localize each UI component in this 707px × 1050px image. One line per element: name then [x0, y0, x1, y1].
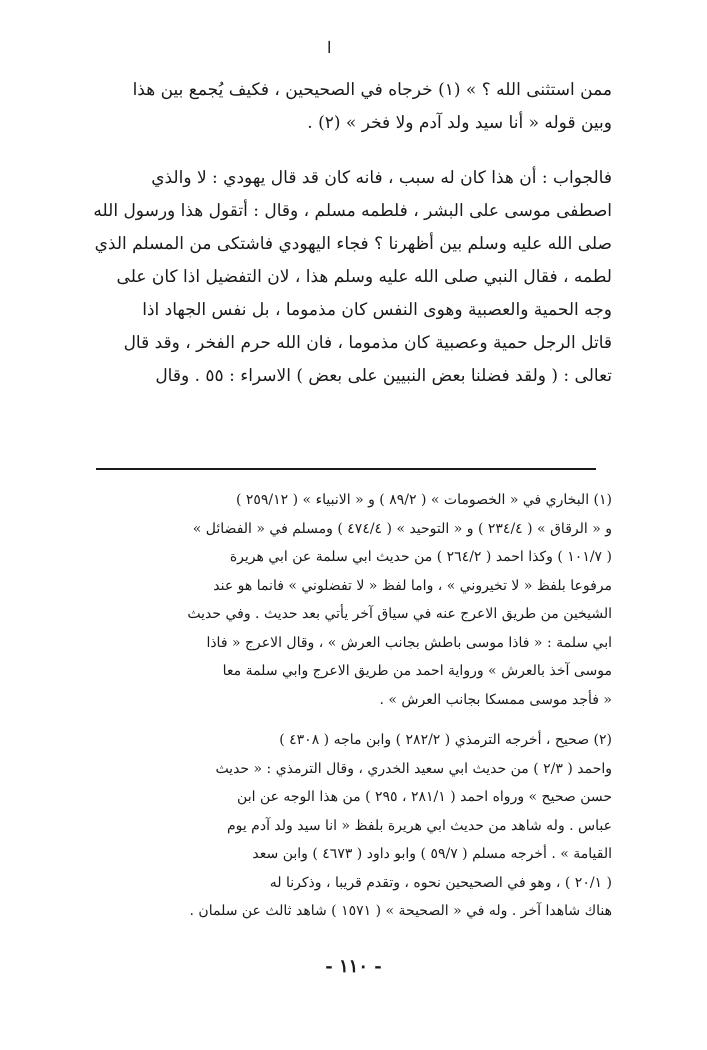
footnote-line: هناك شاهدا آخر . وله في « الصحيحة » ( ١٥٧١ ) شاهد ثالث عن سلمان . — [189, 903, 612, 919]
footnote-line: (١) البخاري في « الخصومات » ( ٨٩/٢ ) و « الانبياء » ( ٢٥٩/١٢ ) — [235, 492, 612, 508]
footnote-line: ( ١٠١/٧ ) وكذا احمد ( ٢٦٤/٢ ) من حديث ابي سلمة عن ابي هريرة — [229, 549, 612, 565]
footnotes — [92, 486, 612, 926]
body-line: لطمه ، فقال النبي صلى الله عليه وسلم هذا ، لان التفضيل اذا كان على — [116, 267, 612, 287]
footnote-line: و « الرقاق » ( ٢٣٤/٤ ) و « التوحيد » ( ٤٧٤/٤ ) ومسلم في « الفضائل » — [192, 520, 612, 537]
page-number: - ١١٠ - — [325, 956, 382, 977]
footnote-line: القيامة » . أخرجه مسلم ( ٥٩/٧ ) وابو داود ( ٤٦٧٣ ) وابن سعد — [252, 846, 612, 862]
footnote-gap — [92, 714, 612, 726]
footnote-line: واحمد ( ٢/٣ ) من حديث ابي سعيد الخدري ، وقال الترمذي : « حديث — [215, 760, 612, 777]
body-line: وجه الحمية والعصبية وهوى النفس كان مذموما ، بل نفس الجهاد اذا — [142, 300, 612, 320]
footnote-line: « فأجد موسى ممسكا بجانب العرش » . — [379, 691, 612, 708]
footnote-line: (٢) صحيح ، أخرجه الترمذي ( ٢٨٢/٢ ) وابن ماجه ( ٤٣٠٨ ) — [279, 732, 612, 748]
body-line: قاتل الرجل حمية وعصبية كان مذموما ، فان الله حرم الفخر ، وقد قال — [123, 333, 612, 353]
top-mark: ا — [327, 38, 332, 57]
footnote-line: ( ٢٠/١ ) ، وهو في الصحيحين نحوه ، وتقدم قريبا ، وذكرنا له — [269, 874, 612, 891]
body-text — [92, 74, 612, 393]
body-line: صلى الله عليه وسلم بين أظهرنا ؟ فجاء اليهودي فاشتكى من المسلم الذي — [94, 234, 612, 254]
paragraph-gap — [92, 140, 612, 162]
body-line: ممن استثنى الله ؟ » (١) خرجاه في الصحيحين ، فكيف يُجمع بين هذا — [132, 80, 612, 100]
footnote-separator — [96, 468, 596, 470]
body-line: تعالى : ( ولقد فضلنا بعض النبيين على بعض ) الاسراء : ٥٥ . وقال — [155, 366, 612, 386]
body-line: وبين قوله « أنا سيد ولد آدم ولا فخر » (٢) . — [307, 113, 612, 133]
footnote-line: حسن صحيح » ورواه احمد ( ٢٨١/١ ، ٢٩٥ ) من هذا الوجه عن ابن — [237, 789, 612, 805]
footnote-line: مرفوعا بلفظ « لا تخيروني » ، واما لفظ « لا تفضلوني » فانما هو عند — [213, 577, 612, 594]
body-line: فالجواب : أن هذا كان له سبب ، فانه كان قد قال يهودي : لا والذي — [151, 168, 612, 188]
body-line: اصطفى موسى على البشر ، فلطمه مسلم ، وقال : أتقول هذا ورسول الله — [93, 201, 612, 221]
footnote-line: موسى آخذ بالعرش » ورواية احمد من طريق الاعرج وابي سلمة معا — [222, 663, 612, 679]
footnote-line: ابي سلمة : « فاذا موسى باطش بجانب العرش » ، وقال الاعرج « فاذا — [206, 634, 612, 651]
footnote-line: عباس . وله شاهد من حديث ابي هريرة بلفظ « انا سيد ولد آدم يوم — [226, 817, 612, 834]
footnote-line: الشيخين من طريق الاعرج عنه في سياق آخر يأتي بعد حديث . وفي حديث — [187, 606, 612, 622]
